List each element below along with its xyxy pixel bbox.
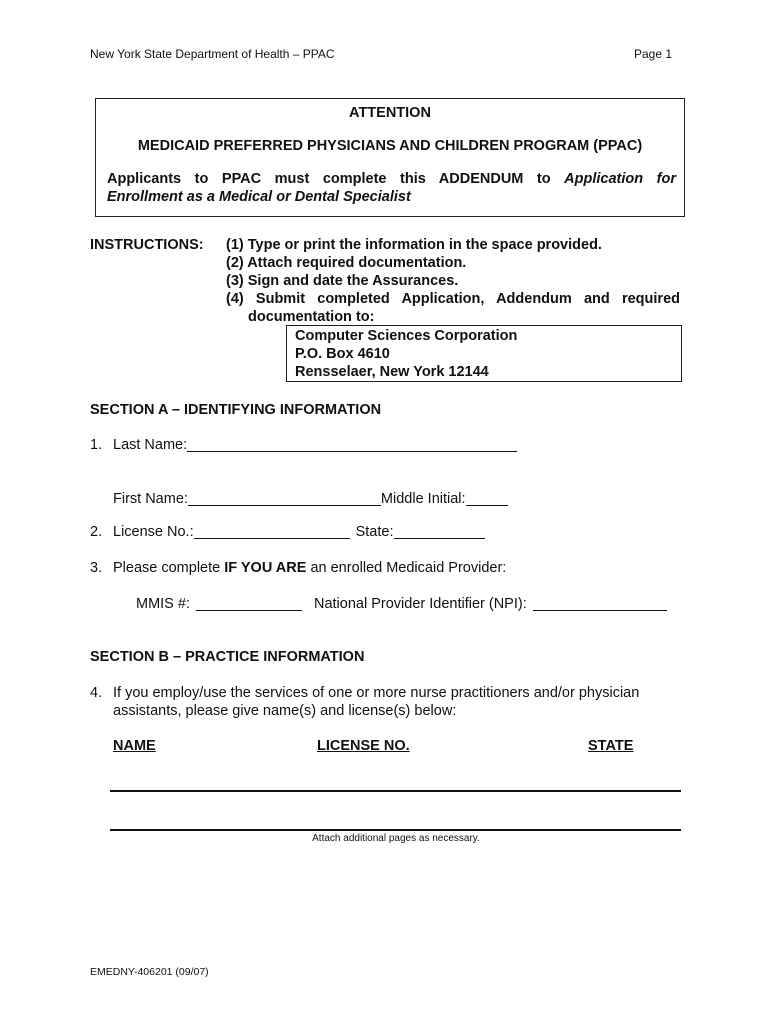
first-name-label: First Name:: [113, 491, 188, 507]
instructions-label: INSTRUCTIONS:: [90, 237, 204, 253]
attention-line-1: [107, 171, 676, 187]
column-header-state: STATE: [588, 738, 634, 754]
middle-initial-field[interactable]: [466, 491, 508, 506]
attention-line-2: [107, 189, 411, 205]
attention-italic-text: Application for: [564, 171, 676, 187]
mmis-row: [136, 596, 667, 612]
mmis-field[interactable]: [196, 596, 302, 611]
question-3-number: 3.: [90, 560, 103, 576]
license-no-field[interactable]: [194, 524, 350, 539]
page-number: Page 1: [634, 47, 673, 61]
practitioner-entry-line-1[interactable]: [110, 790, 681, 792]
attention-title: ATTENTION: [349, 105, 431, 121]
first-name-field[interactable]: [188, 491, 381, 506]
npi-field[interactable]: [533, 596, 667, 611]
column-header-name: NAME: [113, 738, 156, 754]
question-3-emphasis: IF YOU ARE: [224, 560, 307, 576]
license-row: [113, 524, 485, 540]
attention-italic-text-2: Enrollment as a Medical or Dental Specialist: [107, 189, 411, 205]
first-name-row: [113, 491, 508, 507]
last-name-field[interactable]: [187, 437, 517, 452]
attach-pages-note: Attach additional pages as necessary.: [312, 833, 480, 844]
section-b-title: SECTION B – PRACTICE INFORMATION: [90, 649, 365, 665]
address-line-3: Rensselaer, New York 12144: [295, 364, 489, 380]
question-4-line-1: If you employ/use the services of one or more nurse practitioners and/or physician: [113, 685, 640, 701]
state-field[interactable]: [394, 524, 485, 539]
attention-text: Applicants to PPAC must complete this ADDENDUM to: [107, 171, 565, 187]
question-4-number: 4.: [90, 685, 103, 701]
program-title: MEDICAID PREFERRED PHYSICIANS AND CHILDREN PROGRAM (PPAC): [137, 138, 643, 154]
last-name-row: [113, 437, 517, 453]
question-3-pre: Please complete: [113, 560, 225, 576]
question-1-number: 1.: [90, 437, 103, 453]
license-no-label: License No.:: [113, 524, 194, 540]
practitioner-entry-line-2[interactable]: [110, 829, 681, 831]
page-header-title: New York State Department of Health – PPAC: [90, 47, 335, 61]
npi-label: National Provider Identifier (NPI):: [313, 596, 527, 612]
address-line-2: P.O. Box 4610: [295, 346, 390, 362]
column-header-license: LICENSE NO.: [317, 738, 410, 754]
instruction-item-4: (4) Submit completed Application, Addendum and required: [226, 291, 680, 307]
address-line-1: Computer Sciences Corporation: [295, 328, 518, 344]
instruction-item-3: (3) Sign and date the Assurances.: [226, 273, 459, 289]
question-4-line-2: assistants, please give name(s) and license(s) below:: [113, 703, 457, 719]
instruction-item-4-cont: documentation to:: [248, 309, 375, 325]
state-label: State:: [355, 524, 394, 540]
form-id: EMEDNY-406201 (09/07): [90, 966, 209, 978]
section-a-title: SECTION A – IDENTIFYING INFORMATION: [90, 402, 382, 418]
question-3-text: [113, 560, 506, 576]
instruction-item-2: (2) Attach required documentation.: [226, 255, 467, 271]
last-name-label: Last Name:: [113, 437, 188, 453]
instruction-item-1: (1) Type or print the information in the space provided.: [226, 237, 602, 253]
question-2-number: 2.: [90, 524, 103, 540]
mmis-label: MMIS #:: [136, 596, 190, 612]
question-3-post: an enrolled Medicaid Provider:: [306, 560, 507, 576]
middle-initial-label: Middle Initial:: [380, 491, 466, 507]
